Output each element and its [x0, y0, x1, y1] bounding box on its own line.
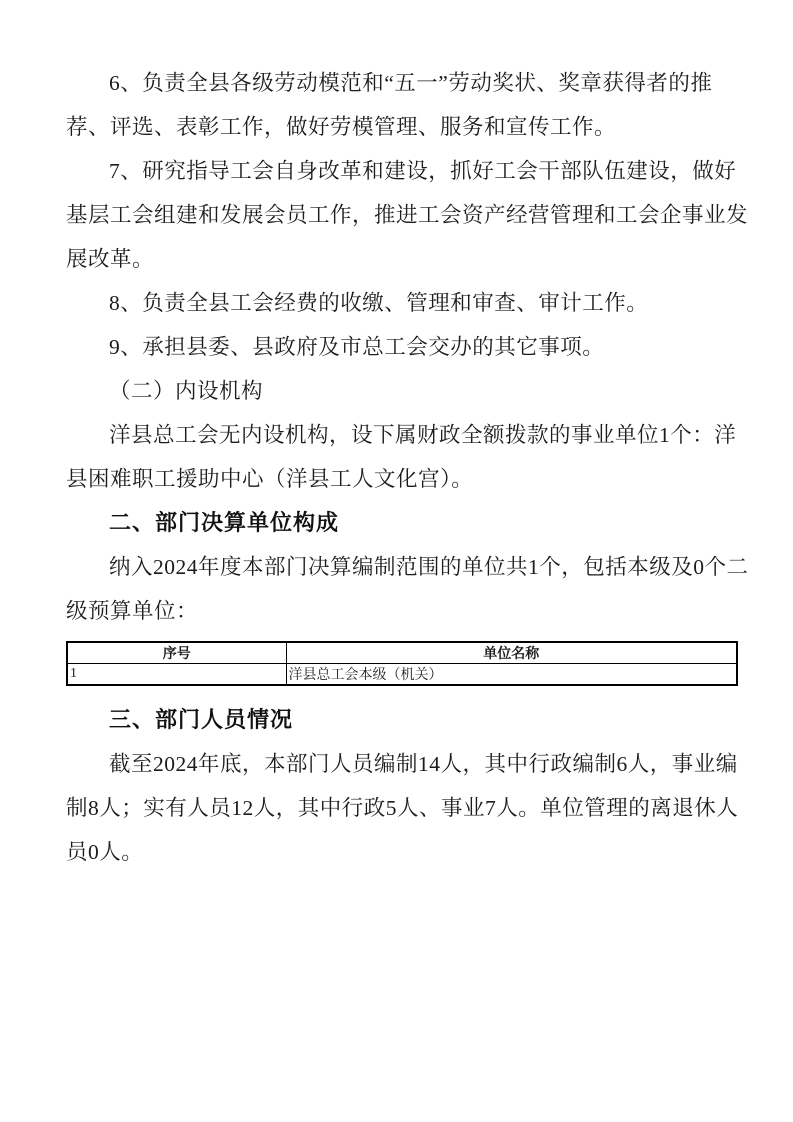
text-line: 6、负责全县各级劳动模范和“五一”劳动奖状、奖章获得者的推 — [109, 71, 713, 95]
table-row — [67, 664, 737, 686]
section-heading-budget-units: 二、部门决算单位构成 — [109, 510, 340, 535]
text-line: 洋县总工会无内设机构，设下属财政全额拨款的事业单位1个：洋 — [109, 423, 737, 447]
table-cell-seq: 1 — [67, 664, 286, 686]
paragraph-item-9 — [66, 325, 738, 369]
text-line: 员0人。 — [66, 840, 144, 864]
text-line: 级预算单位： — [66, 599, 199, 623]
table-header-unit-name: 单位名称 — [286, 642, 737, 664]
text-line: 截至2024年底，本部门人员编制14人，其中行政编制6人，事业编 — [109, 752, 738, 776]
text-line: 制8人；实有人员12人，其中行政5人、事业7人。单位管理的离退休人 — [66, 796, 739, 820]
text-line: 基层工会组建和发展会员工作，推进工会资产经营管理和工会企事业发 — [66, 203, 749, 227]
text-line: 9、承担县委、县政府及市总工会交办的其它事项。 — [109, 335, 605, 359]
text-line: 荐、评选、表彰工作，做好劳模管理、服务和宣传工作。 — [66, 115, 617, 139]
text-line: 展改革。 — [66, 247, 155, 271]
paragraph-budget-units-intro — [66, 545, 749, 633]
text-line: 8、负责全县工会经费的收缴、管理和审查、审计工作。 — [109, 291, 649, 315]
paragraph-item-6 — [66, 61, 738, 149]
paragraph-internal-org — [66, 413, 738, 501]
table-header-seq: 序号 — [67, 642, 286, 664]
units-table — [66, 641, 738, 686]
text-line: 纳入2024年度本部门决算编制范围的单位共1个，包括本级及0个二 — [109, 555, 749, 579]
text-line: 7、研究指导工会自身改革和建设，抓好工会干部队伍建设，做好 — [109, 159, 737, 183]
text-line: （二）内设机构 — [109, 379, 264, 403]
subsection-heading-internal-org — [66, 369, 738, 413]
table-header-row — [67, 642, 737, 664]
paragraph-personnel — [66, 742, 738, 874]
paragraph-item-8 — [66, 281, 738, 325]
text-line: 县困难职工援助中心（洋县工人文化宫）。 — [66, 467, 474, 491]
section-heading-personnel: 三、部门人员情况 — [109, 707, 294, 732]
table-cell-unit-name: 洋县总工会本级（机关） — [286, 664, 737, 686]
paragraph-item-7 — [66, 149, 749, 281]
